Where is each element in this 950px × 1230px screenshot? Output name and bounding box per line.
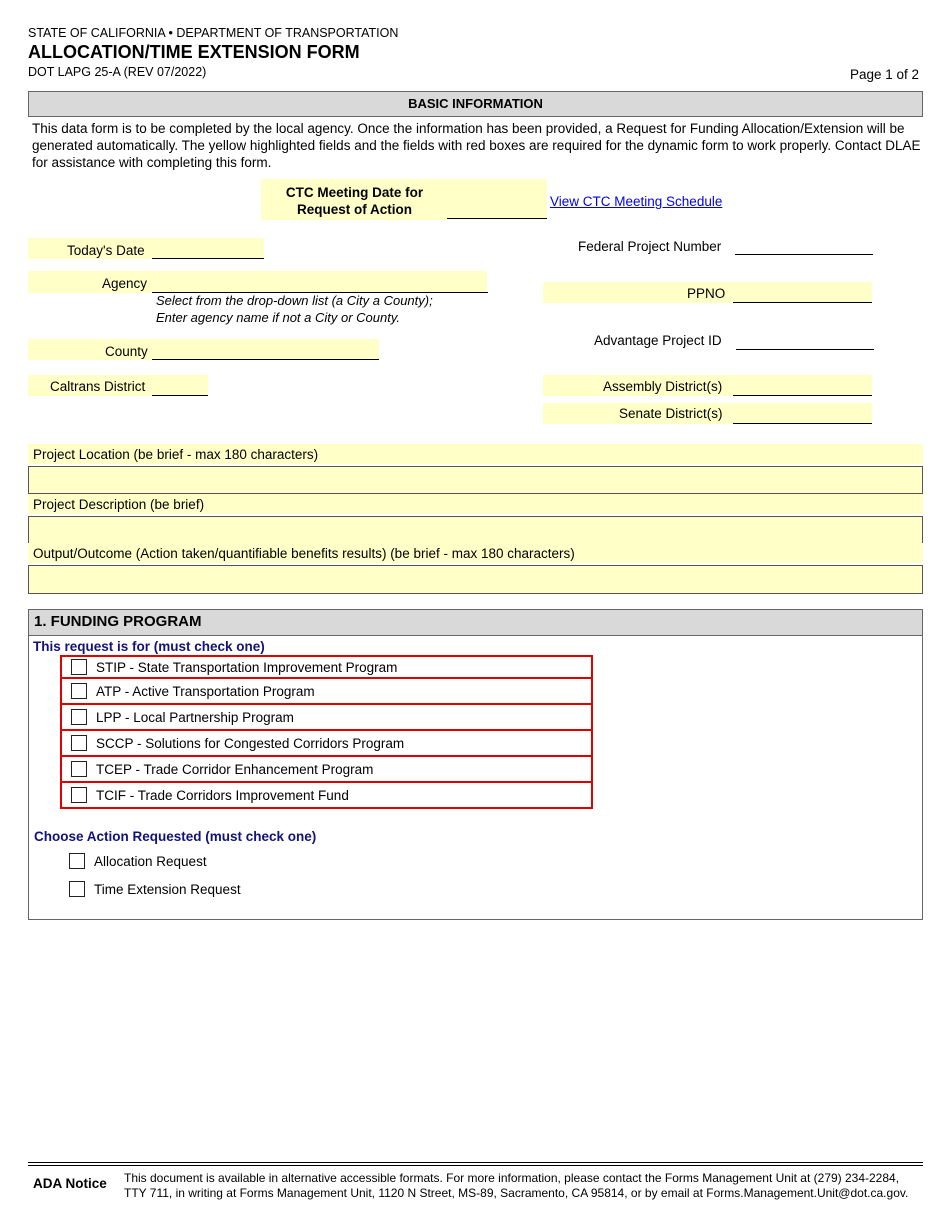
program-option-tcep[interactable] [60,755,593,783]
program-option-lpp[interactable] [60,703,593,731]
program-options-group [60,655,593,809]
output-outcome-input[interactable] [28,565,923,594]
assembly-district-input[interactable] [733,374,872,396]
agency-label: Agency [102,276,148,291]
allocation-checkbox[interactable] [69,853,85,869]
page-number: Page 1 of 2 [850,67,920,82]
program-option-stip[interactable] [60,655,593,679]
program-option-atp[interactable] [60,677,593,705]
ctc-date-underline [447,218,547,219]
ppno-input[interactable] [733,281,872,303]
footer-rule-bottom [28,1165,923,1166]
advantage-id-label: Advantage Project ID [594,333,722,348]
ada-notice-line-2: TTY 711, in writing at Forms Management Unit, 1120 N Street, MS-89, Sacramento, CA 95814, or by email at Forms.Management.Unit@dot.ca.gov. [124,1186,909,1200]
sccp-checkbox[interactable] [71,735,87,751]
advantage-id-input[interactable] [736,329,874,350]
time-extension-checkbox[interactable] [69,881,85,897]
program-label-tcep: TCEP - Trade Corridor Enhancement Program [96,761,374,777]
program-label-lpp: LPP - Local Partnership Program [96,709,294,725]
tcif-checkbox[interactable] [71,787,87,803]
output-outcome-label: Output/Outcome (Action taken/quantifiable benefits results) (be brief - max 180 characters) [33,546,575,561]
federal-project-label: Federal Project Number [578,239,722,254]
project-location-input[interactable] [28,466,923,494]
program-option-sccp[interactable] [60,729,593,757]
todays-date-label: Today's Date [67,243,145,258]
todays-date-input[interactable] [152,237,264,259]
ada-notice-line-1: This document is available in alternative accessible formats. For more information, please contact the Forms Management Unit at (279) 234-2284, [124,1171,900,1185]
county-label: County [105,344,148,359]
footer-rule-top [28,1162,923,1163]
program-option-tcif[interactable] [60,781,593,809]
intro-text: This data form is to be completed by the local agency. Once the information has been provided, a Request for Funding Allocation/Extension will be generated automatically. The yellow highlighted fields and the fields with red boxes are required for the dynamic form to work properly. Contact DLAE for assistance with completing this form. [32,121,921,170]
senate-district-input[interactable] [733,402,872,424]
ctc-schedule-link[interactable]: View CTC Meeting Schedule [550,194,723,209]
funding-program-header: 1. FUNDING PROGRAM [28,609,923,636]
stip-checkbox[interactable] [71,659,87,675]
program-label-sccp: SCCP - Solutions for Congested Corridors Program [96,735,405,751]
program-label-tcif: TCIF - Trade Corridors Improvement Fund [96,787,349,803]
action-requested-label: Choose Action Requested (must check one) [34,829,317,844]
ppno-label: PPNO [687,286,726,301]
county-input[interactable] [152,338,379,360]
action-label-allocation: Allocation Request [94,853,207,869]
tcep-checkbox[interactable] [71,761,87,777]
request-for-label: This request is for (must check one) [33,639,265,654]
ada-notice-text [124,1171,908,1201]
project-description-label: Project Description (be brief) [33,497,205,512]
form-code: DOT LAPG 25-A (REV 07/2022) [28,65,207,79]
caltrans-district-input[interactable] [152,374,208,396]
atp-checkbox[interactable] [71,683,87,699]
action-option-time-extension[interactable] [69,881,241,897]
form-title: ALLOCATION/TIME EXTENSION FORM [28,42,360,62]
program-label-stip: STIP - State Transportation Improvement Program [96,659,398,675]
basic-info-header: BASIC INFORMATION [28,91,923,117]
lpp-checkbox[interactable] [71,709,87,725]
project-description-input[interactable] [28,516,923,544]
agency-hint: Select from the drop-down list (a City a County); Enter agency name if not a City or County. [156,293,433,325]
ada-notice-label: ADA Notice [33,1176,107,1191]
program-label-atp: ATP - Active Transportation Program [96,683,315,699]
agency-dropdown[interactable] [152,271,488,293]
caltrans-district-label: Caltrans District [50,379,146,394]
action-option-allocation[interactable] [69,853,207,869]
action-label-time-extension: Time Extension Request [94,881,241,897]
project-location-label: Project Location (be brief - max 180 characters) [33,447,319,462]
senate-district-label: Senate District(s) [619,406,723,421]
assembly-district-label: Assembly District(s) [603,379,723,394]
federal-project-input[interactable] [735,234,873,255]
agency-line: STATE OF CALIFORNIA • DEPARTMENT OF TRANSPORTATION [28,26,399,40]
ctc-meeting-date-label: CTC Meeting Date for Request of Action [285,185,424,217]
